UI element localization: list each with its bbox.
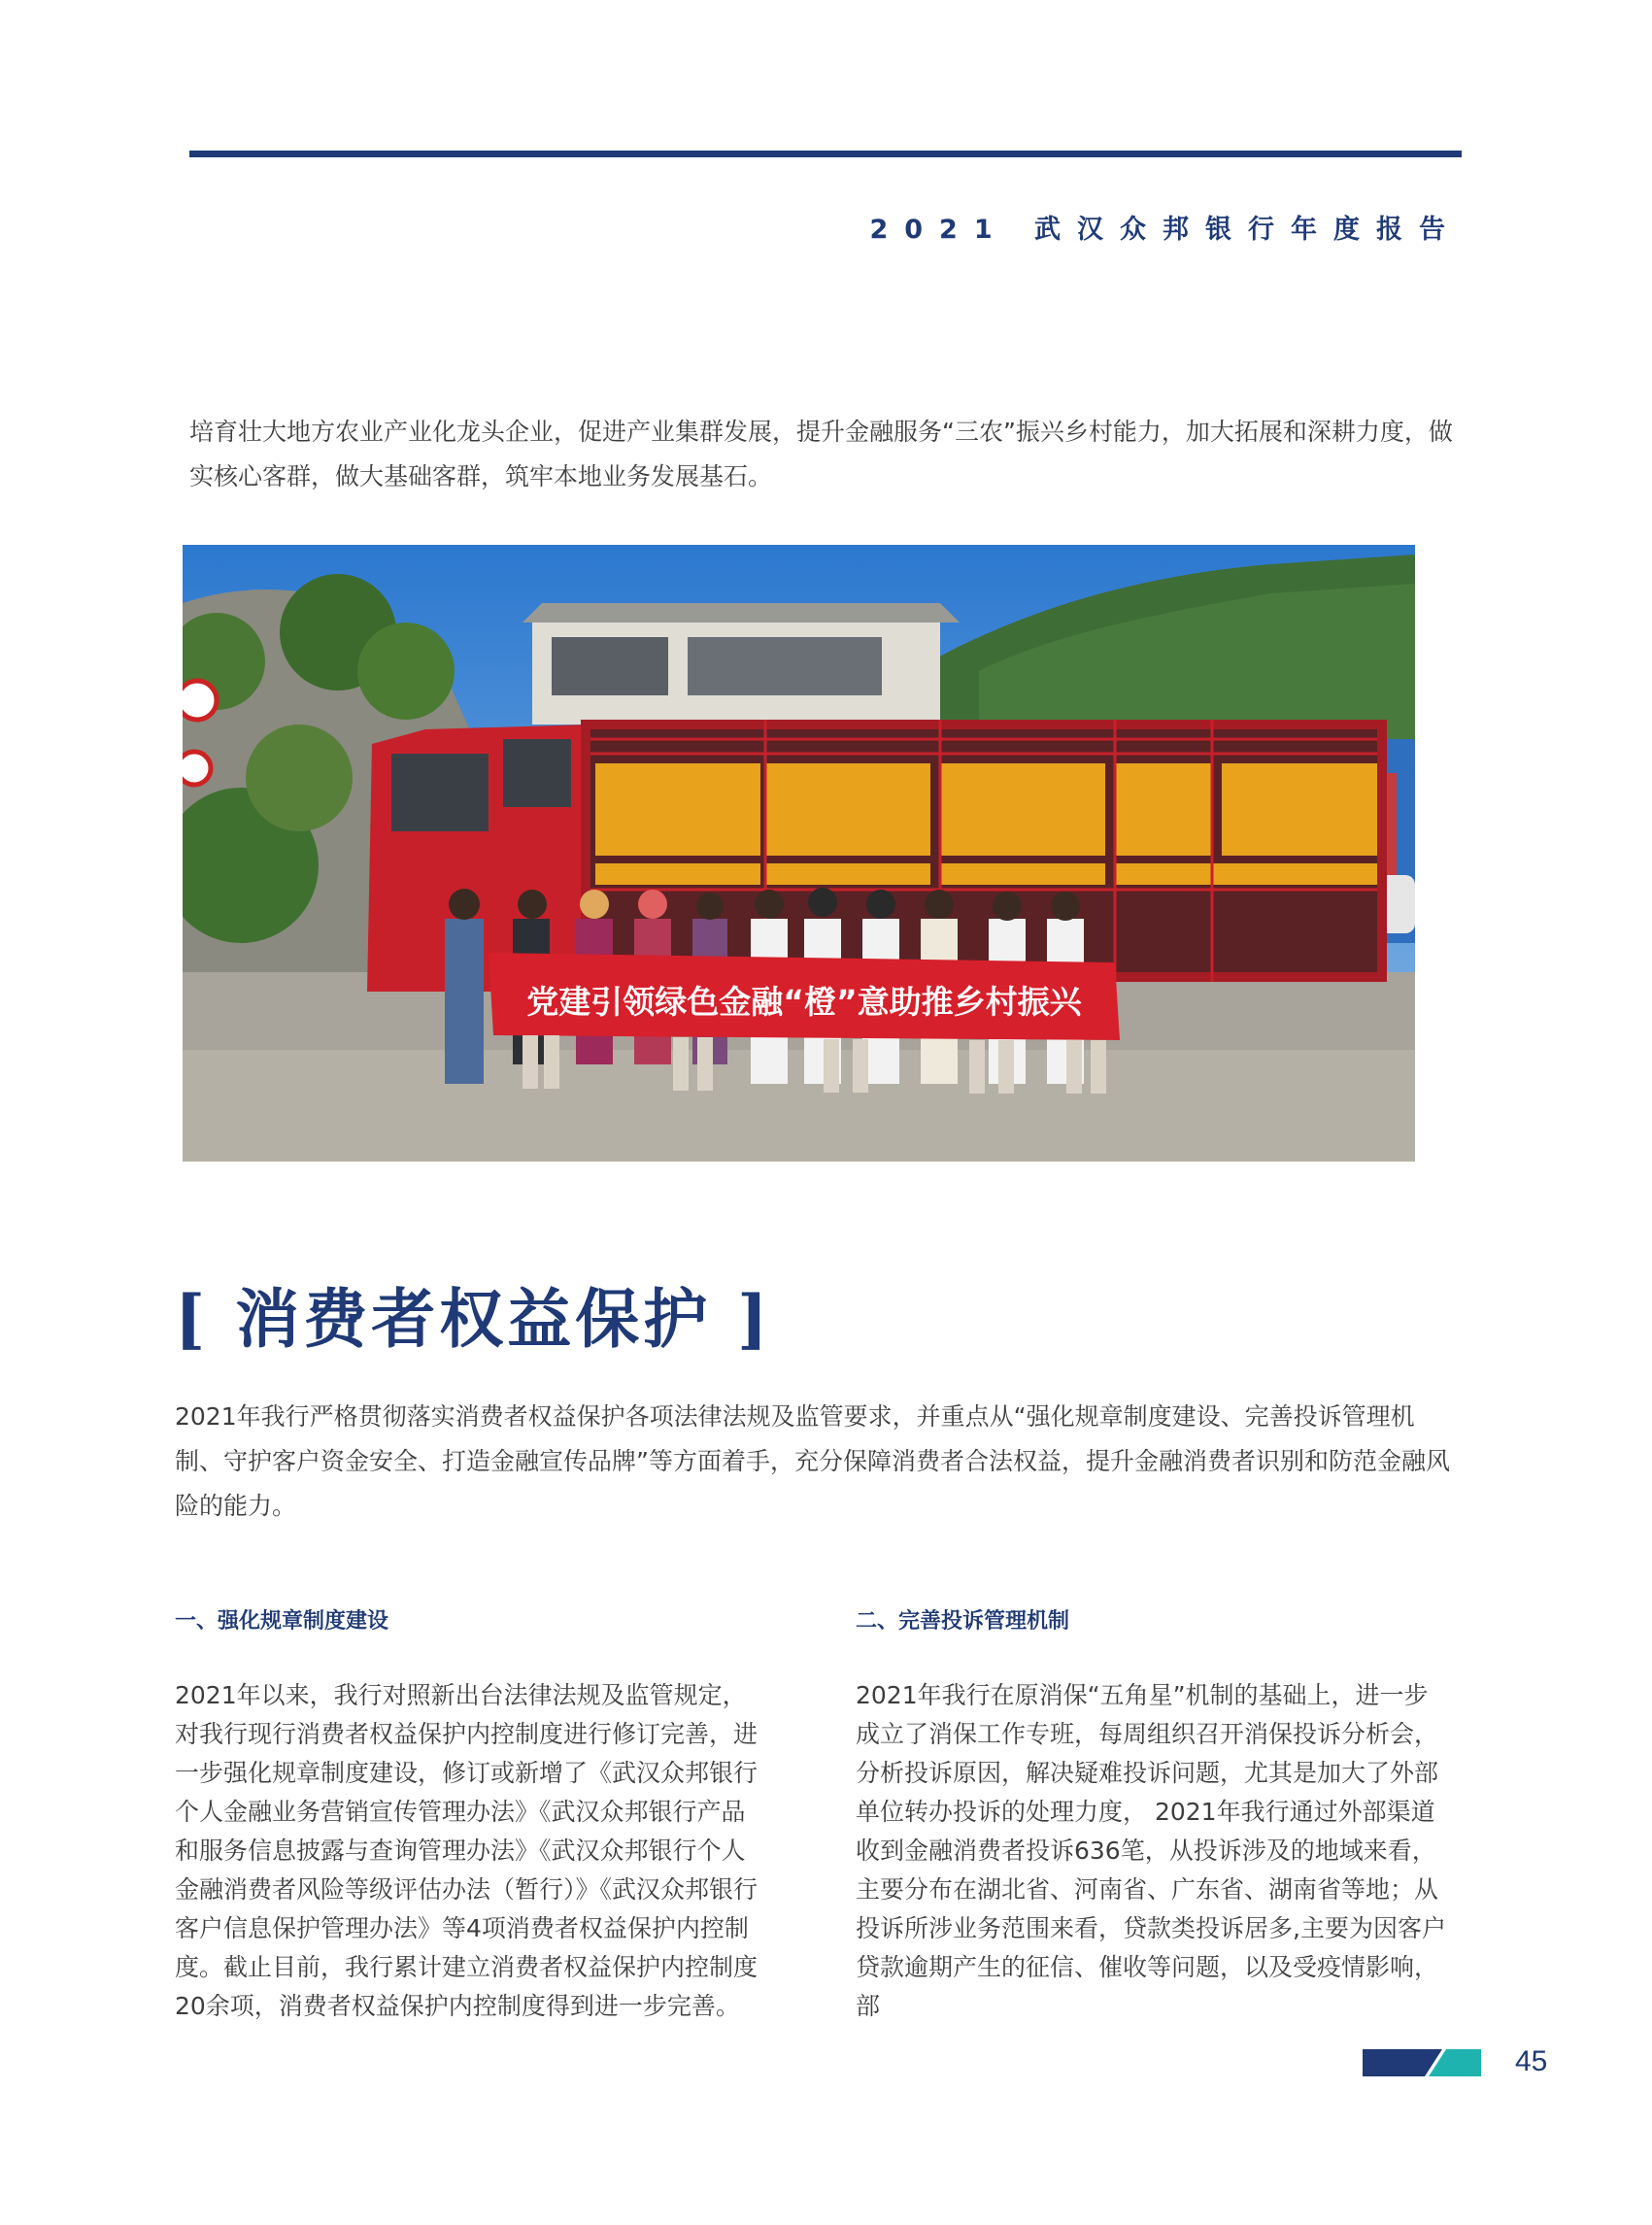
intro-paragraph: 培育壮大地方农业产业化龙头企业，促进产业集群发展，提升金融服务“三农”振兴乡村能力，加大拓展和深耕力度，做实核心客群，做大基础客群，筑牢本地业务发展基石。 — [189, 418, 1453, 490]
column-heading: 一、强化规章制度建设 — [175, 1609, 389, 1634]
rural-finance-event-photo — [183, 545, 1415, 1162]
column-body: 2021年以来，我行对照新出台法律法规及监管规定，对我行现行消费者权益保护内控制度进行修订完善，进一步强化规章制度建设，修订或新增了《武汉众邦银行个人金融业务营销宣传管理办法》《武汉众邦银行产品和服务信息披露与查询管理办法》《武汉众邦银行个人金融消费者风险等级评估办法（暂行）》《武汉众邦银行客户信息保护管理办法》等4项消费者权益保护内控制度。截止目前，我行累计建立消费者权益保护内控制度20余项，消费者权益保护内控制度得到进一步完善。 — [175, 1681, 759, 2020]
report-header-title: 2021 武汉众邦银行年度报告 — [869, 215, 1462, 245]
section-title: [ 消费者权益保护 ] — [175, 1281, 772, 1357]
orange-crates — [595, 763, 1377, 885]
banner-text: 党建引领绿色金融“橙”意助推乡村振兴 — [526, 983, 1082, 1021]
column-heading: 二、完善投诉管理机制 — [856, 1609, 1070, 1634]
column-body: 2021年我行在原消保“五角星”机制的基础上，进一步成立了消保工作专班，每周组织召开消保投诉分析会，分析投诉原因，解决疑难投诉问题，尤其是加大了外部单位转办投诉的处理力度， 2021年我行通过外部渠道收到金融消费者投诉636笔，从投诉涉及的地域来看，主要分布在湖北省、河南省、广东省、湖南省等地；从投诉所涉业务范围来看，贷款类投诉居多,主要为因客户贷款逾期产生的征信、催收等问题，以及受疫情影响，部 — [856, 1681, 1446, 2020]
column-complaints — [856, 1604, 1448, 2026]
section-intro-paragraph: 2021年我行严格贯彻落实消费者权益保护各项法律法规及监管要求，并重点从“强化规章制度建设、完善投诉管理机制、守护客户资金安全、打造金融宣传品牌”等方面着手，充分保障消费者合法权益，提升金融消费者识别和防范金融风险的能力。 — [175, 1402, 1450, 1520]
speed-limit-sign — [183, 681, 217, 720]
footer-accent-bar — [1363, 2049, 1481, 2076]
header-rule — [189, 151, 1462, 157]
column-regulations — [175, 1604, 765, 2026]
page-number: 45 — [1515, 2045, 1548, 2077]
